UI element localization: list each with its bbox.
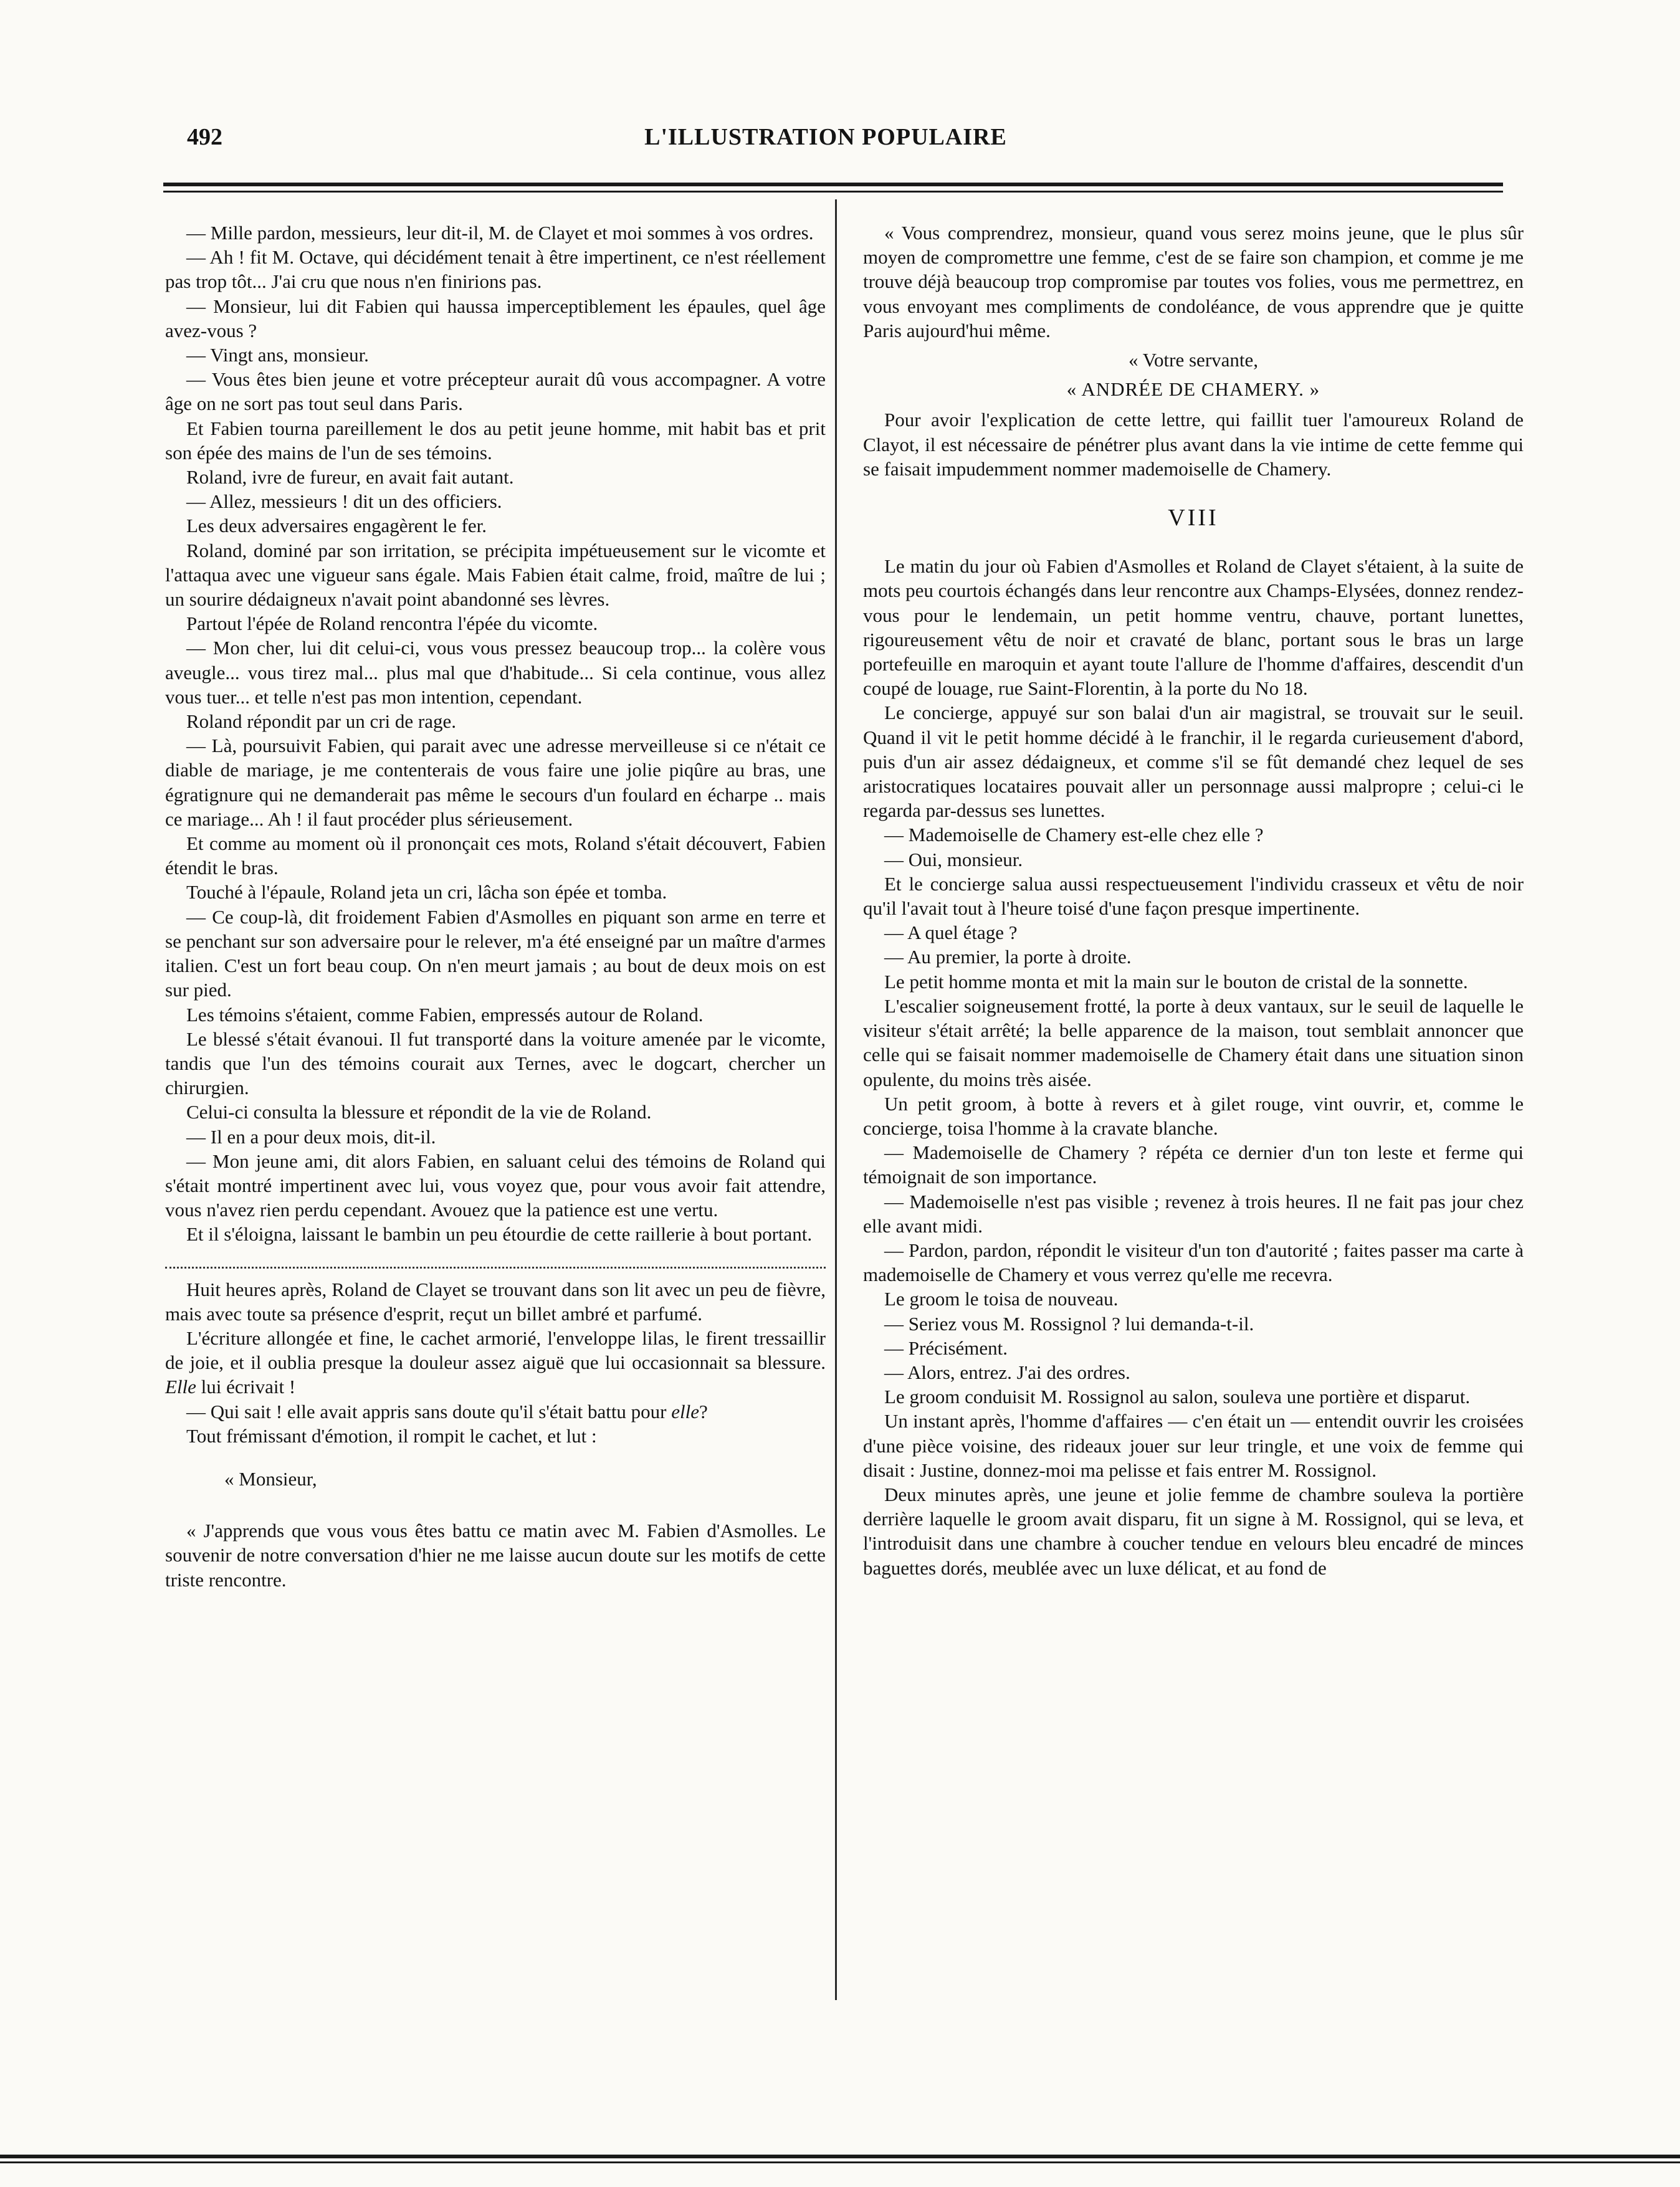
paragraph: — Mon jeune ami, dit alors Fabien, en saluant celui des témoins de Roland qui s'était montré impertinent avec lui, vous voyez que, pour vous avoir fait attendre, vous n'avez rien perdu cependant. Avouez que la patience est une vertu.	[165, 1150, 826, 1221]
paragraph: Le blessé s'était évanoui. Il fut transporté dans la voiture amenée par le vicomte, tandis que l'un des témoins courait aux Ternes, avec le dogcart, chercher un chirurgien.	[165, 1027, 826, 1099]
paragraph: — Mademoiselle de Chamery est-elle chez elle ?	[884, 824, 1264, 846]
letter-signoff: « Votre servante,	[1128, 349, 1259, 371]
paragraph: Le petit homme monta et mit la main sur le bouton de cristal de la sonnette.	[884, 970, 1468, 993]
paragraph: Et Fabien tourna pareillement le dos au petit jeune homme, mit habit bas et prit son épée des mains de l'un de ses témoins.	[165, 417, 826, 464]
chapter-heading: VIII	[1168, 505, 1219, 531]
paragraph: — Allez, messieurs ! dit un des officiers.	[186, 490, 502, 513]
paragraph: Roland, ivre de fureur, en avait fait autant.	[186, 466, 514, 488]
paragraph: — Alors, entrez. J'ai des ordres.	[884, 1361, 1130, 1383]
paragraph: — Précisément.	[884, 1336, 1008, 1359]
letter-paragraph: « Vous comprendrez, monsieur, quand vous serez moins jeune, que le plus sûr moyen de compromettre une femme, c'est de se faire son champion, et comme je me trouve déjà beaucoup trop compromise par toutes vos folies, vous me permettrez, en vous envoyant mes compliments de condoléance, de vous apprendre que je quitte Paris aujourd'hui même.	[863, 222, 1524, 341]
paragraph: L'escalier soigneusement frotté, la porte à deux vantaux, sur le seuil de laquelle le visiteur s'était arrêté; la belle apparence de la maison, tout semblait annoncer que celle qui se faisait nommer mademoiselle de Chamery était dans une situation sinon opulente, du moins très aisée.	[863, 994, 1524, 1090]
paragraph: Le groom conduisit M. Rossignol au salon, souleva une portière et disparut.	[884, 1386, 1471, 1408]
left-column	[165, 221, 826, 1592]
paragraph: Roland, dominé par son irritation, se précipita impétueusement sur le vicomte et l'attaqua avec une vigueur sans égale. Mais Fabien était calme, froid, maître de lui ; un sourire dédaigneux n'avait point abandonné ses lèvres.	[165, 539, 826, 611]
paragraph: — Mademoiselle n'est pas visible ; revenez à trois heures. Il ne fait pas jour chez elle avant midi.	[863, 1190, 1524, 1237]
page-header	[156, 123, 1496, 155]
paragraph: — Vingt ans, monsieur.	[186, 344, 369, 366]
paragraph: — Au premier, la porte à droite.	[884, 946, 1132, 968]
right-column	[863, 221, 1524, 1580]
paragraph: Celui-ci consulta la blessure et répondit de la vie de Roland.	[186, 1101, 652, 1123]
paragraph: Le matin du jour où Fabien d'Asmolles et Roland de Clayet s'étaient, à la suite de mots peu courtois échangés dans leur rencontre aux Champs-Elysées, donnez rendez-vous pour le lendemain, un petit homme ventru, chauve, portant lunettes, rigoureusement vêtu de noir et cravaté de blanc, portant sous le bras un large portefeuille en maroquin et ayant toute l'allure de l'homme d'affaires, descendit d'un coupé de louage, rue Saint-Florentin, à la porte du No 18.	[863, 555, 1524, 700]
header-rule	[163, 183, 1503, 193]
paragraph: — Là, poursuivit Fabien, qui parait avec une adresse merveilleuse si ce n'était ce diable de mariage, je me contenterais de vous faire une jolie piqûre au bras, une égratignure qui ne demanderait pas même le secours d'un foulard en écharpe .. mais ce mariage... Ah ! il faut procéder plus sérieusement.	[165, 735, 826, 830]
paragraph: Tout frémissant d'émotion, il rompit le cachet, et lut :	[186, 1424, 597, 1447]
paragraph: Le concierge, appuyé sur son balai d'un air magistral, se trouvait sur le seuil. Quand il vit le petit homme décidé à le franchir, il le regarda curieusement d'abord, puis d'un air assez dédaigneux, et comme s'il se fût demandé chez lequel de ses aristocratiques locataires pouvait aller un personnage aussi malpropre ; celui-ci le regarda par-dessus ses lunettes.	[863, 702, 1524, 822]
paragraph: — Oui, monsieur.	[884, 848, 1023, 870]
paragraph: Un instant après, l'homme d'affaires — c'en était un — entendit ouvrir les croisées d'une pièce voisine, des rideaux jouer sur leur tringle, et une voix de femme qui disait : Justine, donnez-moi ma pelisse et fais entrer M. Rossignol.	[863, 1410, 1524, 1481]
paragraph: — A quel étage ?	[884, 922, 1018, 944]
paragraph: Huit heures après, Roland de Clayet se trouvant dans son lit avec un peu de fièvre, mais avec toute sa présence d'esprit, reçut un billet ambré et parfumé.	[165, 1278, 826, 1325]
paragraph: Roland répondit par un cri de rage.	[186, 710, 456, 733]
paragraph: — Ah ! fit M. Octave, qui décidément tenait à être impertinent, ce n'est réellement pas trop tôt... J'ai cru que nous n'en finirions pas.	[165, 246, 826, 293]
paragraph: — Vous êtes bien jeune et votre précepteur aurait dû vous accompagner. A votre âge on ne sort pas tout seul dans Paris.	[165, 368, 826, 415]
paragraph: L'écriture allongée et fine, le cachet armorié, l'enveloppe lilas, le firent tressaillir de joie, et il oublia presque la douleur assez aiguë que lui occasionnait sa blessure. Elle lui écrivait !	[165, 1327, 826, 1398]
paragraph: — Mon cher, lui dit celui-ci, vous vous pressez beaucoup trop... la colère vous aveugle... vous tirez mal... plus mal que d'habitude... Si cela continue, vous allez vous tuer... et telle n'est pas mon intention, cependant.	[165, 637, 826, 708]
paragraph: Le groom le toisa de nouveau.	[884, 1288, 1119, 1310]
paragraph: — Ce coup-là, dit froidement Fabien d'Asmolles en piquant son arme en terre et se penchant sur son adversaire pour le relever, m'a été enseigné par un maître d'armes italien. C'est un fort beau coup. On n'en meurt jamais ; au bout de deux mois on est sur pied.	[165, 905, 826, 1001]
column-divider	[835, 199, 837, 2000]
letter-salutation: « Monsieur,	[224, 1467, 317, 1490]
paragraph: Deux minutes après, une jeune et jolie femme de chambre souleva la portière derrière laquelle le groom avait disparu, fit un signe à M. Rossignol, qui se leva, et l'introduisit dans une chambre à coucher tendue en velours bleu encadré de minces baguettes dorés, meublée avec un luxe délicat, et au fond de	[863, 1483, 1524, 1579]
paragraph: Les deux adversaires engagèrent le fer.	[186, 515, 487, 537]
paragraph: — Qui sait ! elle avait appris sans doute qu'il s'était battu pour elle?	[186, 1400, 708, 1422]
paragraph: Pour avoir l'explication de cette lettre, qui faillit tuer l'amoureux Roland de Clayot, il est nécessaire de pénétrer plus avant dans la vie intime de cette femme qui se faisait impudemment nommer mademoiselle de Chamery.	[863, 409, 1524, 480]
paragraph: Et le concierge salua aussi respectueusement l'individu crasseux et vêtu de noir qu'il l'avait tout à l'heure toisé d'une façon presque impertinente.	[863, 872, 1524, 920]
paragraph: Et comme au moment où il prononçait ces mots, Roland s'était découvert, Fabien étendit le bras.	[165, 832, 826, 879]
letter-signature: « ANDRÉE DE CHAMERY. »	[1066, 378, 1320, 401]
page-number: 492	[187, 124, 222, 150]
paragraph: — Seriez vous M. Rossignol ? lui demanda-t-il.	[884, 1312, 1254, 1335]
section-separator	[165, 1252, 826, 1269]
paragraph: — Monsieur, lui dit Fabien qui haussa imperceptiblement les épaules, quel âge avez-vous ?	[165, 295, 826, 341]
letter-paragraph: « J'apprends que vous vous êtes battu ce matin avec M. Fabien d'Asmolles. Le souvenir de notre conversation d'hier ne me laisse aucun doute sur les motifs de cette triste rencontre.	[165, 1520, 826, 1591]
footer-rule	[0, 2155, 1680, 2163]
paragraph: — Il en a pour deux mois, dit-il.	[186, 1125, 436, 1148]
paragraph: Partout l'épée de Roland rencontra l'épée du vicomte.	[186, 612, 598, 635]
paragraph: — Mademoiselle de Chamery ? répéta ce dernier d'un ton leste et ferme qui témoignait de son importance.	[863, 1141, 1524, 1188]
paragraph: Et il s'éloigna, laissant le bambin un peu étourdie de cette raillerie à bout portant.	[186, 1223, 813, 1246]
paragraph: Les témoins s'étaient, comme Fabien, empressés autour de Roland.	[186, 1003, 704, 1026]
running-title: L'ILLUSTRATION POPULAIRE	[644, 124, 1007, 150]
paragraph: — Pardon, pardon, répondit le visiteur d'un ton d'autorité ; faites passer ma carte à mademoiselle de Chamery et vous verrez qu'elle me recevra.	[863, 1239, 1524, 1286]
paragraph: — Mille pardon, messieurs, leur dit-il, M. de Clayet et moi sommes à vos ordres.	[186, 222, 814, 244]
paragraph: Touché à l'épaule, Roland jeta un cri, lâcha son épée et tomba.	[186, 881, 667, 903]
paragraph: Un petit groom, à botte à revers et à gilet rouge, vint ouvrir, et, comme le concierge, toisa l'homme à la cravate blanche.	[863, 1092, 1524, 1139]
